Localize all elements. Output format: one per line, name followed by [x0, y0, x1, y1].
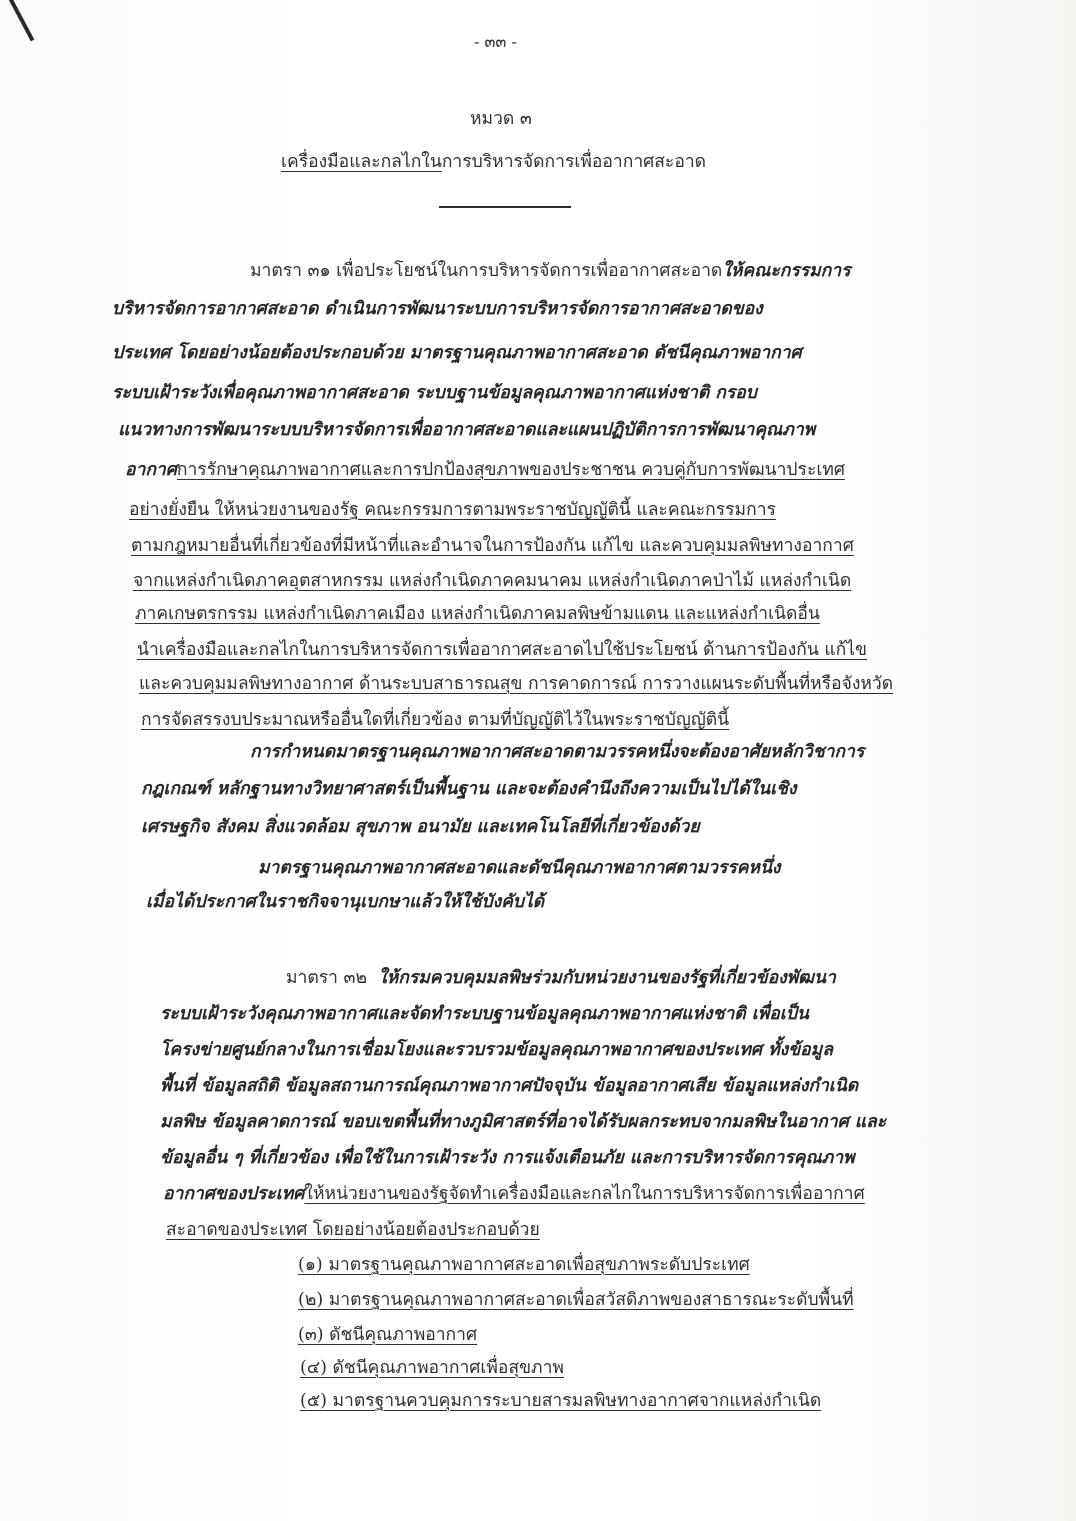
section31-line-11: นำเครื่องมือและกลไกในการบริหารจัดการเพื่ออากาศสะอาดไปใช้ประโยชน์ ด้านการป้องกัน แก้ไข	[137, 640, 868, 660]
section31-heading: มาตรา ๓๑ เพื่อประโยชน์ในการบริหารจัดการเพื่ออากาศสะอาด	[250, 261, 723, 281]
section32-line-8: สะอาดของประเทศ โดยอย่างน้อยต้องประกอบด้วย	[166, 1220, 540, 1240]
underlined-text: ให้หน่วยงานของรัฐจัดทำเครื่องมือและกลไกในการบริหารจัดการเพื่ออากาศ	[304, 1184, 865, 1204]
section31-line-16: เศรษฐกิจ สังคม สิ่งแวดล้อม สุขภาพ อนามัย และเทคโนโลยีที่เกี่ยวข้องด้วย	[141, 817, 700, 837]
list-item: (๔) ดัชนีคุณภาพอากาศเพื่อสุขภาพ	[300, 1358, 564, 1378]
section32-line-5: มลพิษ ข้อมูลคาดการณ์ ขอบเขตพื้นที่ทางภูมิศาสตร์ที่อาจได้รับผลกระทบจากมลพิษในอากาศ และ	[160, 1112, 887, 1132]
section32-line-2: ระบบเฝ้าระวังคุณภาพอากาศและจัดทำระบบฐานข้อมูลคุณภาพอากาศแห่งชาติ เพื่อเป็น	[160, 1004, 809, 1024]
section31-line-18: เมื่อได้ประกาศในราชกิจจานุเบกษาแล้วให้ใช้บังคับได้	[146, 892, 545, 912]
page-number: - ๓๓ -	[474, 32, 517, 51]
handwritten-text: ให้กรมควบคุมมลพิษร่วมกับหน่วยงานของรัฐที่เกี่ยวข้องพัฒนา	[378, 968, 836, 988]
section32-line-7	[163, 1182, 865, 1206]
section32-line-4: พื้นที่ ข้อมูลสถิติ ข้อมูลสถานการณ์คุณภาพอากาศปัจจุบัน ข้อมูลอากาศเสีย ข้อมูลแหล่งกำเนิด	[160, 1076, 859, 1096]
section31-line-14: การกำหนดมาตรฐานคุณภาพอากาศสะอาดตามวรรคหนึ่งจะต้องอาศัยหลักวิชาการ	[250, 742, 865, 762]
list-item: (๒) มาตรฐานคุณภาพอากาศสะอาดเพื่อสวัสดิภาพของสาธารณะระดับพื้นที่	[298, 1290, 854, 1310]
chapter-subtitle-underlined: เครื่องมือและกลไกใน	[281, 152, 442, 172]
section31-line-7: อย่างยั่งยืน ให้หน่วยงานของรัฐ คณะกรรมการตามพระราชบัญญัตินี้ และคณะกรรมการ	[129, 500, 776, 520]
section31-line-2: บริหารจัดการอากาศสะอาด ดำเนินการพัฒนาระบบการบริหารจัดการอากาศสะอาดของ	[112, 299, 763, 319]
chapter-divider	[439, 206, 571, 208]
section31-line-8: ตามกฎหมายอื่นที่เกี่ยวข้องที่มีหน้าที่และอำนาจในการป้องกัน แก้ไข และควบคุมมลพิษทางอากาศ	[131, 536, 854, 556]
section31-line-10: ภาคเกษตรกรรม แหล่งกำเนิดภาคเมือง แหล่งกำเนิดภาคมลพิษข้ามแดน และแหล่งกำเนิดอื่น	[135, 604, 820, 624]
page-corner-mark	[0, 0, 34, 54]
section31-line-17: มาตรฐานคุณภาพอากาศสะอาดและดัชนีคุณภาพอากาศตามวรรคหนึ่ง	[258, 858, 781, 878]
section31-line-5: แนวทางการพัฒนาระบบบริหารจัดการเพื่ออากาศสะอาดและแผนปฏิบัติการการพัฒนาคุณภาพ	[118, 420, 816, 440]
section32-line-6: ข้อมูลอื่น ๆ ที่เกี่ยวข้อง เพื่อใช้ในการเฝ้าระวัง การแจ้งเตือนภัย และการบริหารจัดการคุณภาพ	[160, 1148, 855, 1168]
section31-line-6	[125, 458, 845, 482]
section31-line-13: การจัดสรรงบประมาณหรืออื่นใดที่เกี่ยวข้อง ตามที่บัญญัติไว้ในพระราชบัญญัตินี้	[141, 710, 730, 730]
chapter-subtitle	[281, 150, 706, 174]
section31-line-9: จากแหล่งกำเนิดภาคอุตสาหกรรม แหล่งกำเนิดภาคคมนาคม แหล่งกำเนิดภาคป่าไม้ แหล่งกำเนิด	[133, 571, 852, 591]
list-item: (๓) ดัชนีคุณภาพอากาศ	[298, 1325, 478, 1345]
list-item: (๑) มาตรฐานคุณภาพอากาศสะอาดเพื่อสุขภาพระดับประเทศ	[298, 1255, 750, 1275]
section32-line-1	[286, 966, 836, 990]
section31-line-15: กฎเกณฑ์ หลักฐานทางวิทยาศาสตร์เป็นพื้นฐาน และจะต้องคำนึงถึงความเป็นไปได้ในเชิง	[141, 779, 797, 799]
section32-heading: มาตรา ๓๒	[286, 968, 368, 988]
section31-line-3: ประเทศ โดยอย่างน้อยต้องประกอบด้วย มาตรฐานคุณภาพอากาศสะอาด ดัชนีคุณภาพอากาศ	[112, 343, 802, 363]
chapter-subtitle-rest: การบริหารจัดการเพื่ออากาศสะอาด	[441, 152, 707, 172]
handwritten-text: อากาศของประเทศ	[163, 1184, 305, 1204]
handwritten-text: อากาศ	[125, 460, 177, 480]
section31-line-1	[250, 259, 850, 283]
list-item: (๕) มาตรฐานควบคุมการระบายสารมลพิษทางอากาศจากแหล่งกำเนิด	[300, 1391, 822, 1411]
section31-line-4: ระบบเฝ้าระวังเพื่อคุณภาพอากาศสะอาด ระบบฐานข้อมูลคุณภาพอากาศแห่งชาติ กรอบ	[112, 383, 757, 403]
handwritten-text: ให้คณะกรรมการ	[722, 261, 851, 281]
section32-line-3: โครงข่ายศูนย์กลางในการเชื่อมโยงและรวบรวมข้อมูลคุณภาพอากาศของประเทศ ทั้งข้อมูล	[160, 1040, 833, 1060]
section31-line-12: และควบคุมมลพิษทางอากาศ ด้านระบบสาธารณสุข การคาดการณ์ การวางแผนระดับพื้นที่หรือจังหวัด	[139, 674, 894, 694]
underlined-text: การรักษาคุณภาพอากาศและการปกป้องสุขภาพของประชาชน ควบคู่กับการพัฒนาประเทศ	[176, 460, 845, 480]
chapter-title: หมวด ๓	[470, 109, 532, 129]
